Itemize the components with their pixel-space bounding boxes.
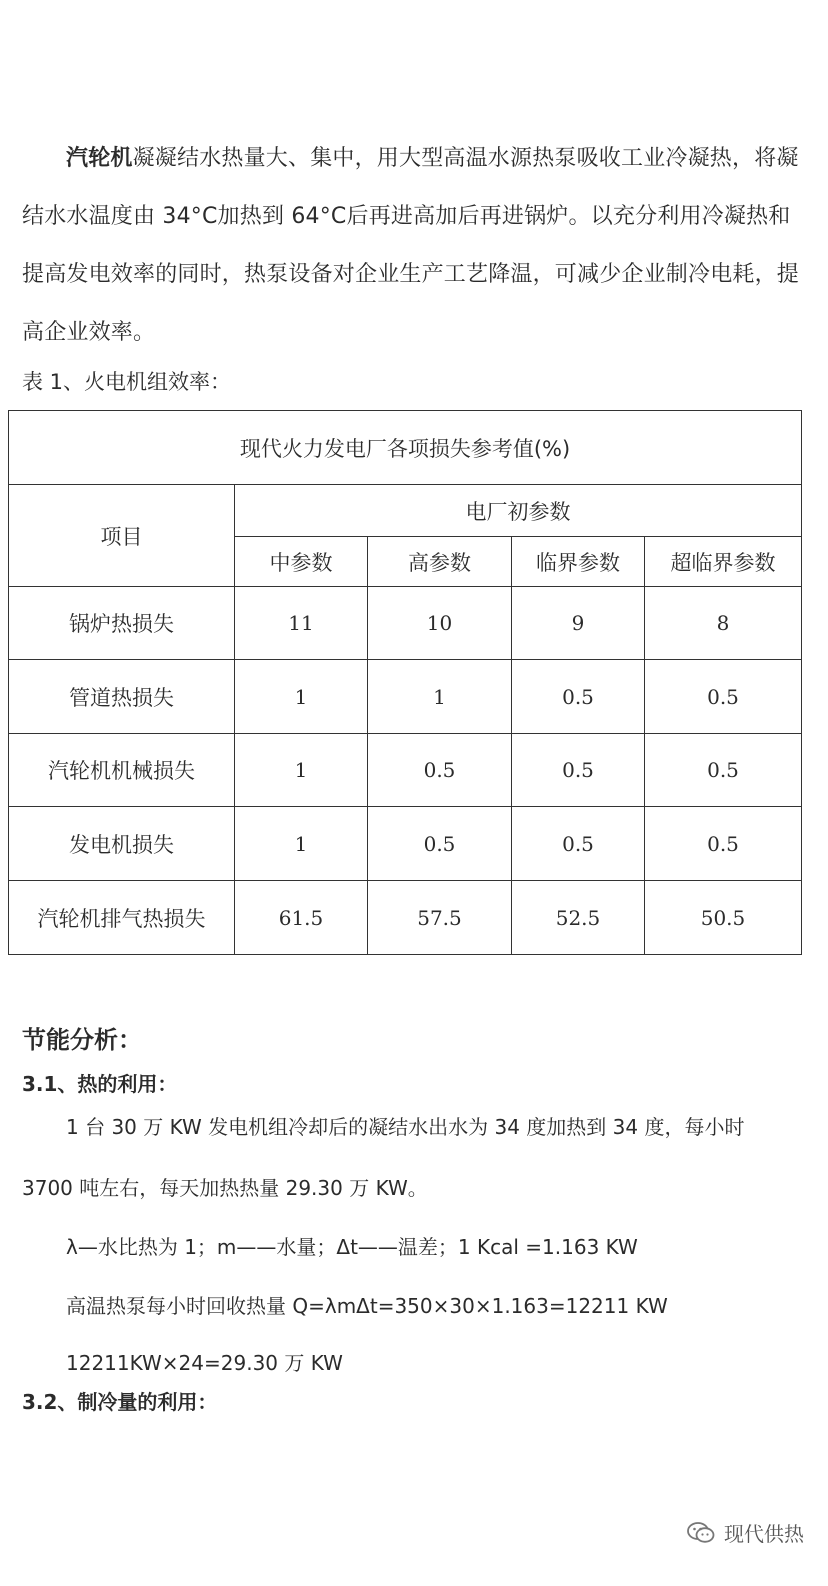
wechat-icon bbox=[686, 1520, 716, 1546]
cell-value: 61.5 bbox=[235, 881, 368, 955]
loss-table bbox=[8, 410, 802, 955]
cell-value: 1 bbox=[368, 660, 512, 734]
cell-value: 0.5 bbox=[645, 807, 802, 881]
column-header: 中参数 bbox=[235, 537, 368, 587]
row-label: 汽轮机排气热损失 bbox=[9, 881, 235, 955]
cell-value: 0.5 bbox=[645, 734, 802, 807]
row-label: 管道热损失 bbox=[9, 660, 235, 734]
cell-value: 57.5 bbox=[368, 881, 512, 955]
formula-line: 高温热泵每小时回收热量 Q=λmΔt=350×30×1.163=12211 KW bbox=[66, 1294, 668, 1318]
cell-value: 50.5 bbox=[645, 881, 802, 955]
formula-line: 12211KW×24=29.30 万 KW bbox=[66, 1351, 343, 1375]
table-row bbox=[9, 660, 802, 734]
intro-paragraph bbox=[22, 130, 812, 362]
row-header: 项目 bbox=[9, 485, 235, 587]
cell-value: 0.5 bbox=[368, 734, 512, 807]
cell-value: 0.5 bbox=[645, 660, 802, 734]
intro-text: 凝凝结水热量大、集中，用大型高温水源热泵吸收工业冷凝热，将凝结水水温度由 34°C加热到 64°C后再进高加后再进锅炉。以充分利用冷凝热和提高发电效率的同时，热泵设备对企业生产工艺降温，可减少企业制冷电耗，提高企业效率。 bbox=[22, 146, 800, 345]
row-label: 汽轮机机械损失 bbox=[9, 734, 235, 807]
table-title: 现代火力发电厂各项损失参考值(%) bbox=[9, 411, 802, 485]
watermark-text: 现代供热 bbox=[724, 1522, 804, 1546]
column-header: 高参数 bbox=[368, 537, 512, 587]
row-label: 发电机损失 bbox=[9, 807, 235, 881]
table-row bbox=[9, 881, 802, 955]
body-text-line: 1 台 30 万 KW 发电机组冷却后的凝结水出水为 34 度加热到 34 度，每小时 bbox=[66, 1115, 745, 1139]
table-row bbox=[9, 807, 802, 881]
column-header: 临界参数 bbox=[512, 537, 645, 587]
cell-value: 8 bbox=[645, 587, 802, 660]
subsection-title: 3.2、制冷量的利用： bbox=[22, 1390, 218, 1414]
column-header: 超临界参数 bbox=[645, 537, 802, 587]
cell-value: 1 bbox=[235, 660, 368, 734]
cell-value: 0.5 bbox=[512, 807, 645, 881]
row-label: 锅炉热损失 bbox=[9, 587, 235, 660]
table-row bbox=[9, 734, 802, 807]
cell-value: 11 bbox=[235, 587, 368, 660]
cell-value: 0.5 bbox=[512, 734, 645, 807]
table-caption: 表 1、火电机组效率： bbox=[22, 370, 232, 394]
cell-value: 9 bbox=[512, 587, 645, 660]
watermark bbox=[686, 1518, 804, 1547]
cell-value: 1 bbox=[235, 807, 368, 881]
cell-value: 10 bbox=[368, 587, 512, 660]
cell-value: 1 bbox=[235, 734, 368, 807]
body-text-line: 3700 吨左右，每天加热热量 29.30 万 KW。 bbox=[22, 1176, 428, 1200]
cell-value: 52.5 bbox=[512, 881, 645, 955]
intro-bold-lead: 汽轮机 bbox=[66, 146, 133, 171]
section-title: 节能分析： bbox=[22, 1026, 142, 1054]
cell-value: 0.5 bbox=[368, 807, 512, 881]
group-header: 电厂初参数 bbox=[235, 485, 802, 537]
subsection-title: 3.1、热的利用： bbox=[22, 1072, 178, 1096]
cell-value: 0.5 bbox=[512, 660, 645, 734]
table-row bbox=[9, 587, 802, 660]
formula-line: λ—水比热为 1；m——水量；Δt——温差；1 Kcal =1.163 KW bbox=[66, 1235, 638, 1259]
